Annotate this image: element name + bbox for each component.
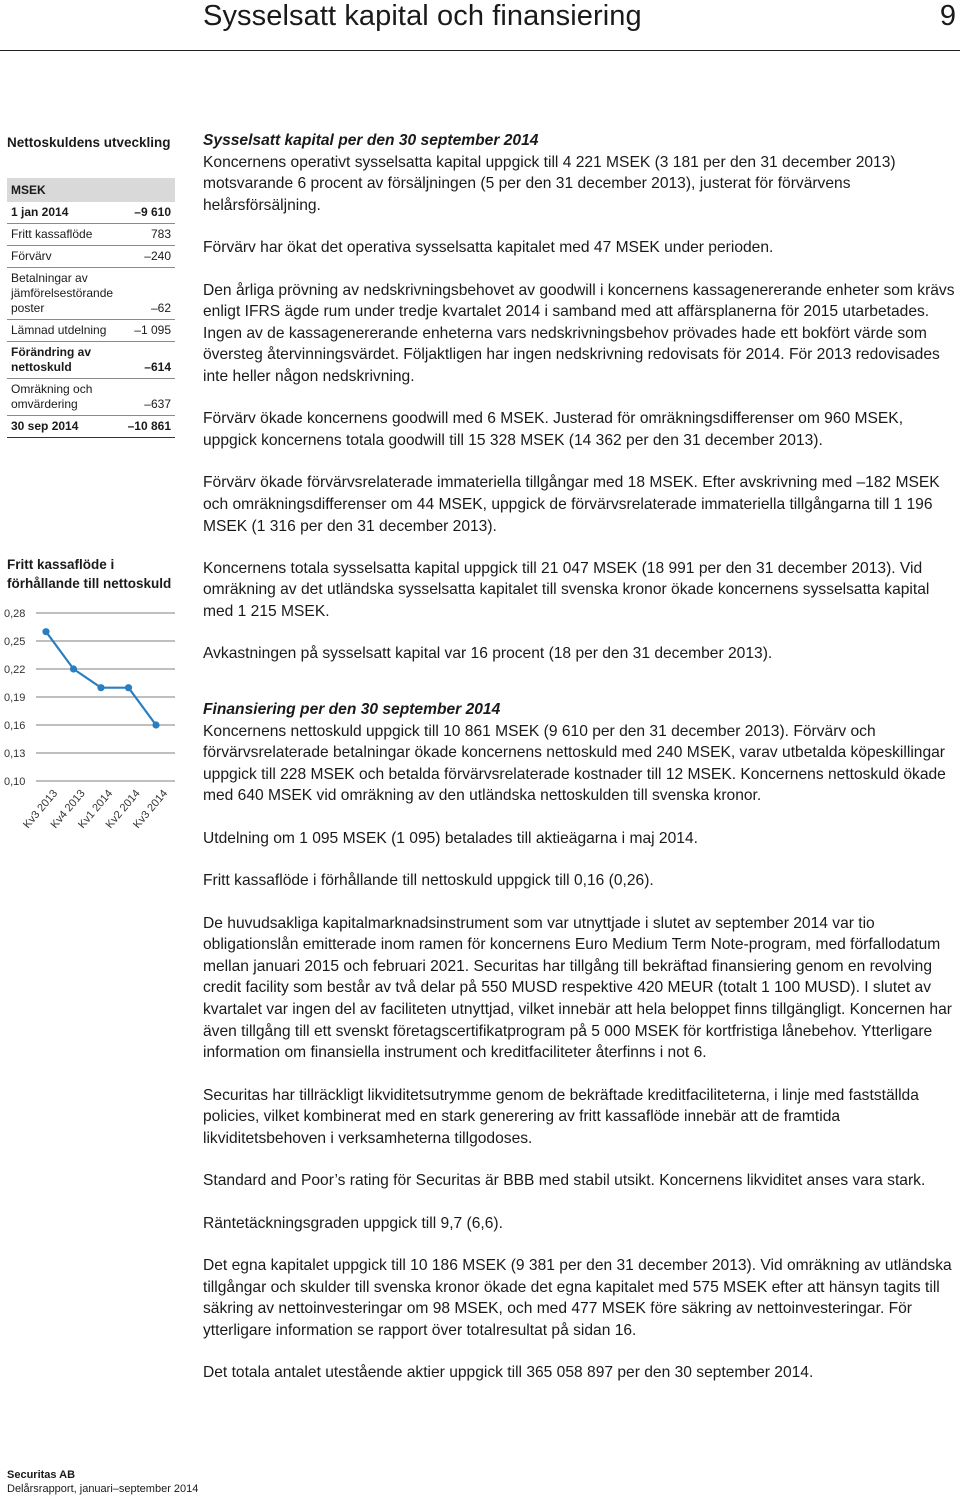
section-heading-financing: Finansiering per den 30 september 2014 — [203, 701, 501, 719]
net-debt-table — [7, 178, 175, 438]
paragraph: Koncernens totala sysselsatta kapital uppgick till 21 047 MSEK (18 991 per den 31 december 2013). Vid omräkning av det utländska sysselsatta kapitalet till svenska kronor ökade koncernens sysselsatta kapital med 1 215 MSEK. — [203, 559, 930, 621]
net-debt-table-title: Nettoskuldens utveckling — [7, 135, 171, 150]
y-tick-label: 0,19 — [4, 692, 26, 704]
row-label: 30 sep 2014 — [7, 416, 124, 438]
row-value: –1 095 — [124, 320, 175, 342]
row-label: Förändring av nettoskuld — [7, 342, 124, 379]
y-tick-label: 0,16 — [4, 720, 26, 732]
paragraph: Den årliga prövning av nedskrivningsbehovet av goodwill i koncernens kassagenererande enheter som krävs enligt IFRS ägde rum under tredje kvartalet 2014 i samband med att affärsplanerna för 2015 utarbetades. Ingen av de kassagenererande enheterna vars nedskrivningsbehov prövades hade ett bokfört värde som översteg återvinningsvärdet. Följaktligen har ingen nedskrivning redovisats för 2014. För 2013 redovisades inte heller någon nedskrivning. — [203, 281, 955, 385]
row-label: Omräkning och omvärdering — [7, 379, 124, 416]
paragraph: Avkastningen på sysselsatt kapital var 16 procent (18 per den 31 december 2013). — [203, 645, 773, 663]
y-tick-label: 0,28 — [4, 608, 26, 620]
row-value: –9 610 — [124, 202, 175, 224]
paragraph: Förvärv ökade koncernens goodwill med 6 MSEK. Justerad för omräkningsdifferenser om 960 MSEK, uppgick koncernens totala goodwill till 15 328 MSEK (14 362 per den 31 december 2013). — [203, 410, 904, 449]
x-tick-label: Kv4 2013 — [48, 787, 88, 831]
table-row — [7, 202, 175, 224]
data-point — [97, 684, 104, 691]
table-header-row — [7, 178, 175, 202]
paragraph: Securitas har tillräckligt likviditetsutrymme genom de bekräftade kreditfaciliteterna, i linje med fastställda policies, vilket kombinerat med en stark generering av fritt kassaflöde innebär att de framtida likviditetsbehoven i verksamheterna tillgodoses. — [203, 1086, 919, 1147]
paragraph: Förvärv har ökat det operativa sysselsatta kapitalet med 47 MSEK under perioden. — [203, 239, 774, 257]
row-label: Fritt kassaflöde — [7, 224, 124, 246]
table-row — [7, 268, 175, 320]
table-row — [7, 224, 175, 246]
y-tick-label: 0,22 — [4, 664, 26, 676]
paragraph: De huvudsakliga kapitalmarknadsinstrument som var utnyttjade i slutet av september 2014 var tio obligationslån emitterade inom ramen för koncernens Euro Medium Term Note-program, med förfallodatum mellan januari 2015 och februari 2021. Securitas har tillgång till bekräftad finansiering genom en revolving credit facility som består av två delar på 550 MUSD respektive 420 MEUR (totalt 1 100 MUSD). I slutet av kvartalet var ingen del av faciliteten utnyttjad, vilket innebär att hela beloppet finns tillgängligt. Koncernen har även tillgång till ett svenskt företagscertifikatprogram på 5 000 MSEK för kortfristiga lånebehov. Ytterligare information om finansiella instrument och kreditfaciliteter återfinns i not 6. — [203, 914, 952, 1062]
paragraph: Förvärv ökade förvärvsrelaterade immateriella tillgångar med 18 MSEK. Efter avskrivning med –182 MSEK och omräkningsdifferenser om 44 MSEK, uppgick de förvärvsrelaterade immateriella tillgångarna till 1 196 MSEK (1 316 per den 31 december 2013). — [203, 474, 940, 535]
table-row — [7, 416, 175, 438]
page-header — [0, 0, 960, 50]
paragraph: Utdelning om 1 095 MSEK (1 095) betalades till aktieägarna i maj 2014. — [203, 829, 698, 847]
paragraph: Fritt kassaflöde i förhållande till nettoskuld uppgick till 0,16 (0,26). — [203, 872, 654, 890]
x-tick-label: Kv3 2013 — [21, 787, 61, 831]
series-line — [46, 632, 156, 725]
page-title: Sysselsatt kapital och finansiering — [203, 0, 642, 32]
row-label: Lämnad utdelning — [7, 320, 124, 342]
table-row — [7, 342, 175, 379]
paragraph: Koncernens operativt sysselsatta kapital uppgick till 4 221 MSEK (3 181 per den 31 december 2013) motsvarande 6 procent av försäljningen (5 per den 31 december 2013), justerat för förvärvens helårsförsäljning. — [203, 153, 896, 214]
y-tick-label: 0,25 — [4, 636, 26, 648]
footer-company: Securitas AB — [7, 1469, 76, 1481]
header-divider — [0, 50, 960, 51]
table-header-label: MSEK — [7, 178, 124, 202]
row-value: –637 — [124, 379, 175, 416]
x-tick-label: Kv2 2014 — [103, 787, 143, 831]
chart-title: Fritt kassaflöde i förhållande till nettoskuld — [7, 557, 172, 591]
main-content — [203, 130, 958, 1404]
paragraph: Standard and Poor’s rating för Securitas är BBB med stabil utsikt. Koncernens likviditet anses vara stark. — [203, 1172, 926, 1190]
row-label: Betalningar av jämförelsestörande poster — [7, 268, 124, 320]
footer — [7, 1468, 198, 1496]
fcf-net-debt-chart — [0, 600, 185, 850]
table-row — [7, 379, 175, 416]
x-tick-label: Kv1 2014 — [76, 787, 116, 831]
row-value: –62 — [124, 268, 175, 320]
x-tick-label: Kv3 2014 — [131, 787, 171, 831]
y-tick-label: 0,10 — [4, 776, 26, 788]
row-label: 1 jan 2014 — [7, 202, 124, 224]
row-value: –240 — [124, 246, 175, 268]
paragraph: Räntetäckningsgraden uppgick till 9,7 (6,6). — [203, 1214, 503, 1232]
row-label: Förvärv — [7, 246, 124, 268]
data-point — [125, 684, 132, 691]
data-point — [42, 628, 49, 635]
table-row — [7, 246, 175, 268]
y-tick-label: 0,13 — [4, 748, 26, 760]
row-value: –614 — [124, 342, 175, 379]
page-number: 9 — [939, 0, 956, 32]
footer-report: Delårsrapport, januari–september 2014 — [7, 1483, 199, 1495]
row-value: 783 — [124, 224, 175, 246]
paragraph: Koncernens nettoskuld uppgick till 10 861 MSEK (9 610 per den 31 december 2013). Förvärv och förvärvsrelaterade betalningar ökade koncernens nettoskuld med 240 MSEK, varav utbetalda köpeskillingar uppgick till 228 MSEK och betalda förvärvsrelaterade kostnader till 12 MSEK. Koncernens nettoskuld ökade med 640 MSEK vid omräkning av den utländska nettoskulden till svenska kronor. — [203, 722, 946, 805]
paragraph: Det egna kapitalet uppgick till 10 186 MSEK (9 381 per den 31 december 2013). Vid omräkning av utländska tillgångar och skulder till svenska kronor ökade det egna kapitalet med 575 MSEK efter att hänsyn tagits till säkring av nettoinvesteringar om 98 MSEK, och med 477 MSEK före säkring av nettoinvesteringar. För ytterligare information se rapport över totalresultat på sidan 16. — [203, 1256, 952, 1339]
section-heading-employed-capital: Sysselsatt kapital per den 30 september 2014 — [203, 132, 539, 149]
data-point — [70, 665, 77, 672]
row-value: –10 861 — [124, 416, 175, 438]
paragraph: Det totala antalet utestående aktier uppgick till 365 058 897 per den 30 september 2014. — [203, 1364, 814, 1382]
data-point — [152, 721, 159, 728]
table-row — [7, 320, 175, 342]
